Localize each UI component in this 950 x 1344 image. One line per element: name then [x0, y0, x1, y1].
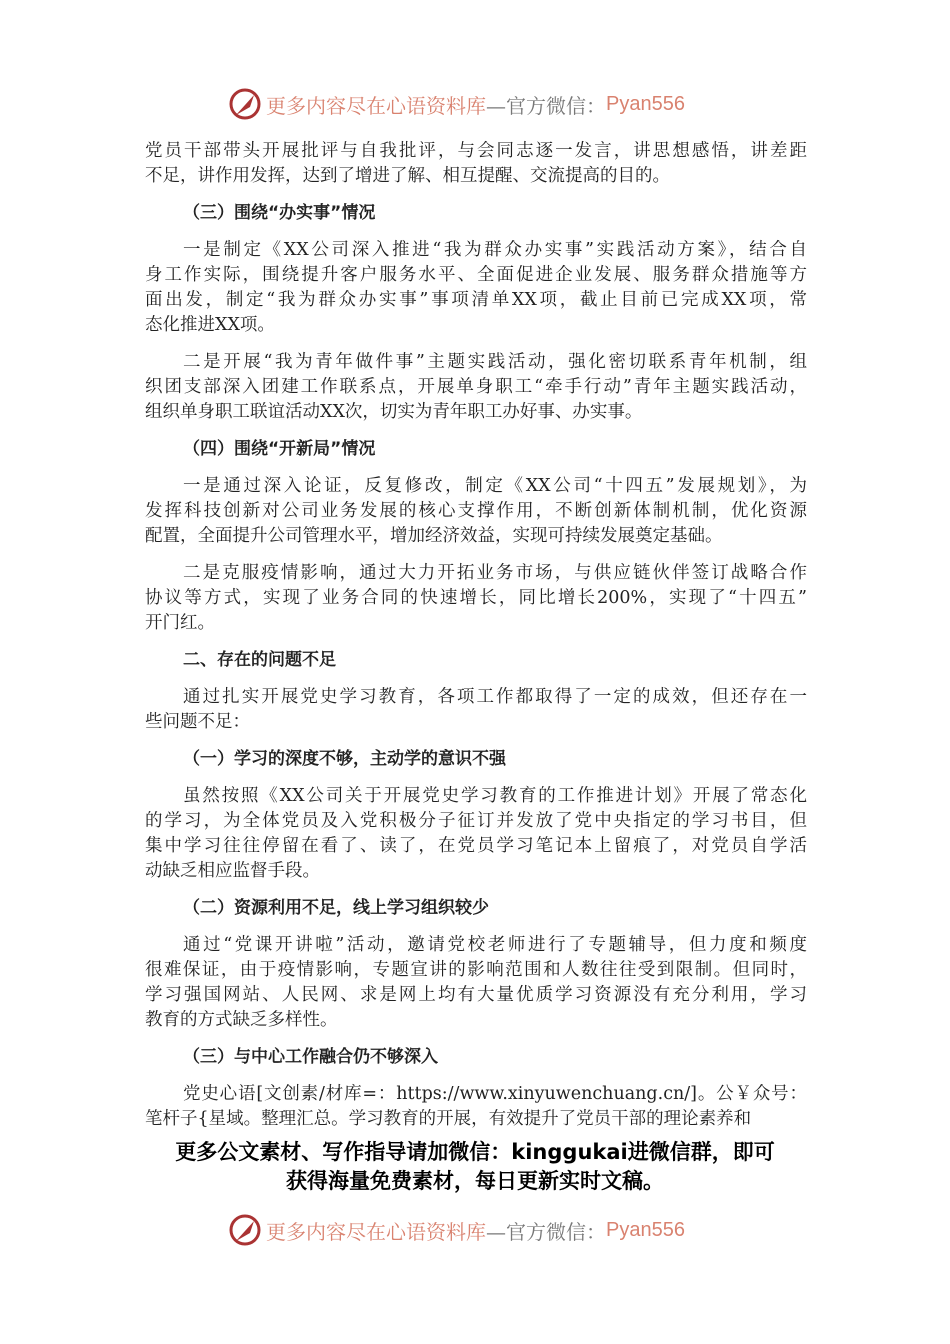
banner-text: 更多内容尽在心语资料库	[266, 1219, 486, 1244]
paragraph	[145, 561, 807, 636]
heading-text: （四）围绕“开新局”情况	[183, 439, 376, 459]
promo-notice	[0, 1138, 950, 1196]
paragraph-line: 通过扎实开展党史学习教育，各项工作都取得了一定的成效，但还存在一	[183, 687, 807, 707]
promo-line-2: 获得海量免费素材，每日更新实时文稿。	[286, 1169, 664, 1193]
paragraph-line: 通过“党课开讲啦”活动，邀请党校老师进行了专题辅导，但力度和频度	[183, 935, 807, 955]
paragraph-line: 身工作实际，围绕提升客户服务水平、全面促进企业发展、服务群众措施等方	[145, 265, 807, 285]
paragraph-line: 些问题不足：	[145, 712, 250, 732]
paragraph-line: 态化推进XX项。	[145, 315, 275, 335]
paragraph	[145, 139, 807, 189]
paragraph	[145, 238, 807, 338]
paragraph-line: 协议等方式，实现了业务合同的快速增长，同比增长200%，实现了“十四五”	[145, 588, 807, 608]
section-heading	[145, 201, 807, 226]
footer-watermark-banner	[228, 1210, 685, 1250]
paragraph-line: 一是通过深入论证，反复修改，制定《XX公司“十四五”发展规划》，为	[183, 476, 807, 496]
heading-text: （二）资源利用不足，线上学习组织较少	[183, 898, 489, 918]
paragraph	[145, 933, 807, 1033]
paragraph	[145, 350, 807, 425]
quill-logo-icon	[228, 1213, 262, 1247]
heading-text: （三）围绕“办实事”情况	[183, 203, 376, 223]
paragraph	[145, 474, 807, 549]
section-heading	[145, 747, 807, 772]
paragraph-line: 虽然按照《XX公司关于开展党史学习教育的工作推进计划》开展了常态化	[183, 786, 807, 806]
banner-wechat-id: Pyan556	[606, 1218, 685, 1241]
paragraph	[145, 685, 807, 735]
promo-line-1: 更多公文素材、写作指导请加微信：kinggukai进微信群，即可	[175, 1140, 775, 1164]
paragraph-line: 党员干部带头开展批评与自我批评，与会同志逐一发言，讲思想感悟，讲差距	[145, 141, 807, 161]
heading-text: （三）与中心工作融合仍不够深入	[183, 1047, 438, 1067]
paragraph-line: 的学习，为全体党员及入党积极分子征订并发放了党中央指定的学习书目，但	[145, 811, 807, 831]
paragraph-line: 二是克服疫情影响，通过大力开拓业务市场，与供应链伙伴签订战略合作	[183, 563, 807, 583]
paragraph-line: 不足，讲作用发挥，达到了增进了解、相互提醒、交流提高的目的。	[145, 166, 670, 186]
banner-wechat-id: Pyan556	[606, 92, 685, 115]
paragraph-line: 一是制定《XX公司深入推进“我为群众办实事”实践活动方案》，结合自	[183, 240, 807, 260]
section-heading	[145, 896, 807, 921]
heading-text: （一）学习的深度不够，主动学的意识不强	[183, 749, 506, 769]
header-watermark-banner	[228, 84, 685, 124]
banner-wechat-label: —官方微信：	[486, 1219, 606, 1244]
paragraph-line: 二是开展“我为青年做件事”主题实践活动，强化密切联系青年机制，组	[183, 352, 807, 372]
quill-logo-icon	[228, 87, 262, 121]
paragraph-line: 集中学习往往停留在看了、读了，在党员学习笔记本上留痕了，对党员自学活	[145, 836, 807, 856]
paragraph-line: 党史心语[文创素/材库=：https://www.xinyuwenchuang.cn/]。公￥众号：	[183, 1084, 807, 1104]
paragraph-line: 发挥科技创新对公司业务发展的核心支撑作用，不断创新体制机制，优化资源	[145, 501, 807, 521]
document-body	[145, 139, 807, 1144]
paragraph-line: 笔杆子{星域。整理汇总。学习教育的开展，有效提升了党员干部的理论素养和	[145, 1109, 752, 1129]
paragraph-line: 面出发，制定“我为群众办实事”事项清单XX项，截止目前已完成XX项，常	[145, 290, 807, 310]
paragraph	[145, 784, 807, 884]
paragraph-line: 动缺乏相应监督手段。	[145, 861, 320, 881]
section-heading	[145, 648, 807, 673]
paragraph-line: 学习强国网站、人民网、求是网上均有大量优质学习资源没有充分利用，学习	[145, 985, 807, 1005]
banner-wechat-label: —官方微信：	[486, 93, 606, 118]
paragraph	[145, 1082, 807, 1132]
paragraph-line: 组织单身职工联谊活动XX次，切实为青年职工办好事、办实事。	[145, 402, 643, 422]
paragraph-line: 教育的方式缺乏多样性。	[145, 1010, 338, 1030]
paragraph-line: 织团支部深入团建工作联系点，开展单身职工“牵手行动”青年主题实践活动，	[145, 377, 807, 397]
paragraph-line: 配置，全面提升公司管理水平，增加经济效益，实现可持续发展奠定基础。	[145, 526, 723, 546]
paragraph-line: 很难保证，由于疫情影响，专题宣讲的影响范围和人数往往受到限制。但同时，	[145, 960, 807, 980]
section-heading	[145, 1045, 807, 1070]
section-heading	[145, 437, 807, 462]
banner-text: 更多内容尽在心语资料库	[266, 93, 486, 118]
paragraph-line: 开门红。	[145, 613, 215, 633]
heading-text: 二、存在的问题不足	[183, 650, 336, 670]
